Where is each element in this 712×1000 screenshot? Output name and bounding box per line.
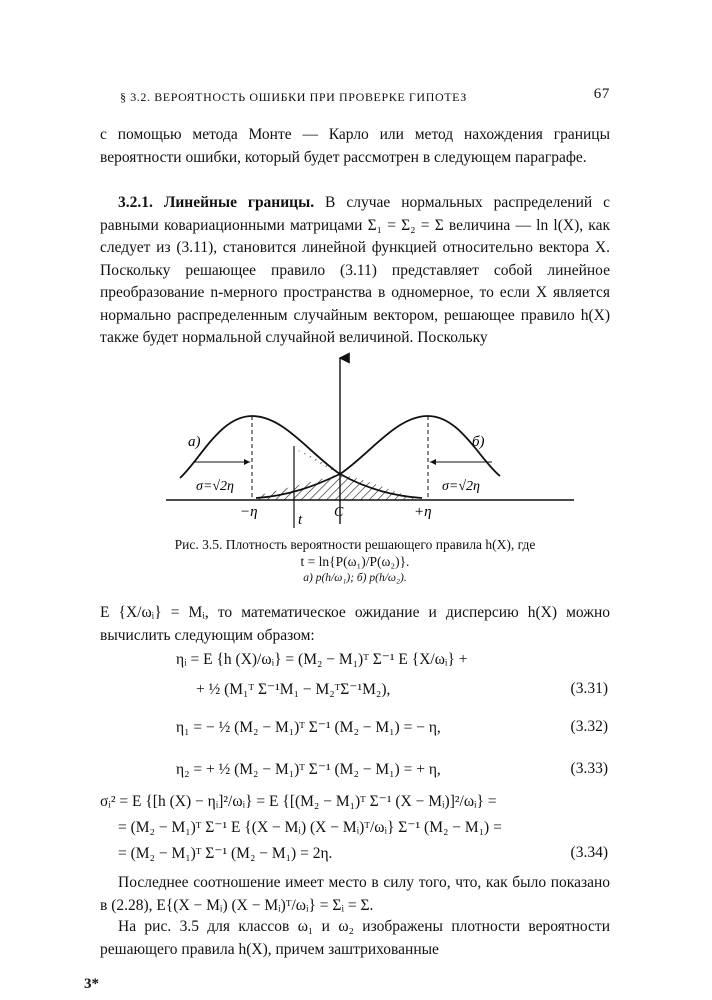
equation-body: η₂ = + ½ (M₂ − M₁)ᵀ Σ⁻¹ (M₂ − M₁) = + η, — [176, 761, 441, 778]
paragraph-expectation: E {X/ωᵢ} = Mᵢ, то математическое ожидание и дисперсию h(X) можно вычислить следующим образом: — [100, 604, 610, 644]
equation-body: + ½ (M₁ᵀ Σ⁻¹M₁ − M₂ᵀΣ⁻¹M₂), — [196, 681, 391, 698]
equation-body: ηᵢ = E {h (X)/ωᵢ} = (M₂ − M₁)ᵀ Σ⁻¹ E {X/ωᵢ} + — [176, 651, 468, 668]
equation-body: σᵢ² = E {[h (X) − ηᵢ]²/ωᵢ} = E {[(M₂ − M₁)ᵀ Σ⁻¹ (X − Mᵢ)]²/ωᵢ} = — [100, 793, 497, 810]
section-heading: 3.2.1. Линейные границы. — [118, 194, 315, 211]
signature-mark: 3* — [84, 976, 99, 992]
section-text: В случае нормальных распределений с равными ковариационными матрицами Σ₁ = Σ₂ = Σ величина — ln l(X), как следует из (3.11), становится линейной функцией относительно вектора X. Поскольку решающее правило (3.11) представляет собой линейное преобразование n-мерного пространства в одномерное, то если X является нормально распределенным случайным вектором, решающее правило h(X) также будет нормальной случайной величиной. Поскольку — [100, 194, 611, 346]
caption-line-1: Рис. 3.5. Плотность вероятности решающего правила h(X), где — [174, 537, 536, 552]
equation-row — [100, 680, 610, 704]
equation-row — [100, 792, 610, 816]
equation-body: = (M₂ − M₁)ᵀ Σ⁻¹ (M₂ − M₁) = 2η. — [118, 845, 333, 862]
label-sigma-right: σ=√2η — [442, 479, 480, 494]
equation-row — [100, 718, 610, 742]
paragraph-remark: Последнее соотношение имеет место в силу того, что, как было показано в (2.28), E{(X − Mᵢ) (X − Mᵢ)ᵀ/ωᵢ} = Σᵢ = Σ. — [100, 874, 610, 914]
label-curve-b: б) — [472, 434, 485, 450]
equation-number: (3.32) — [570, 718, 608, 735]
caption-line-3: а) p(h/ω₁); б) p(h/ω₂). — [303, 572, 407, 584]
label-t: t — [298, 512, 303, 528]
equation-number: (3.33) — [570, 760, 608, 777]
density-plot — [160, 352, 580, 530]
page-number: 67 — [593, 86, 610, 102]
equation-row — [100, 844, 610, 868]
label-c: C — [334, 505, 344, 520]
equation-row — [100, 818, 610, 842]
equation-body: η₁ = − ½ (M₂ − M₁)ᵀ Σ⁻¹ (M₂ − M₁) = − η, — [176, 719, 441, 736]
running-title: § 3.2. ВЕРОЯТНОСТЬ ОШИБКИ ПРИ ПРОВЕРКЕ ГИПОТЕЗ — [120, 90, 467, 104]
label-sigma-left: σ=√2η — [196, 479, 234, 494]
figure-caption — [100, 536, 610, 587]
paragraph-intro: с помощью метода Монте — Карло или метод нахождения границы вероятности ошибки, который будет рассмотрен в следующем параграфе. — [100, 126, 610, 166]
equation-row — [100, 760, 610, 784]
figure-3-5 — [160, 352, 580, 530]
section-paragraph — [100, 192, 610, 350]
equation-row — [100, 650, 610, 674]
label-curve-a: а) — [188, 434, 201, 450]
caption-line-2: t = ln{P(ω₁)/P(ω₂)}. — [300, 554, 410, 569]
label-plus-eta: +η — [414, 504, 432, 520]
equation-body: = (M₂ − M₁)ᵀ Σ⁻¹ E {(X − Mᵢ) (X − Mᵢ)ᵀ/ωᵢ} Σ⁻¹ (M₂ − M₁) = — [118, 819, 502, 836]
equation-number: (3.34) — [570, 844, 608, 861]
page-header — [120, 88, 610, 108]
equation-number: (3.31) — [570, 680, 608, 697]
paragraph-figure-ref: На рис. 3.5 для классов ω₁ и ω₂ изображены плотности вероятности решающего правила h(X), причем заштрихованные — [100, 918, 610, 958]
label-minus-eta: −η — [240, 504, 258, 520]
